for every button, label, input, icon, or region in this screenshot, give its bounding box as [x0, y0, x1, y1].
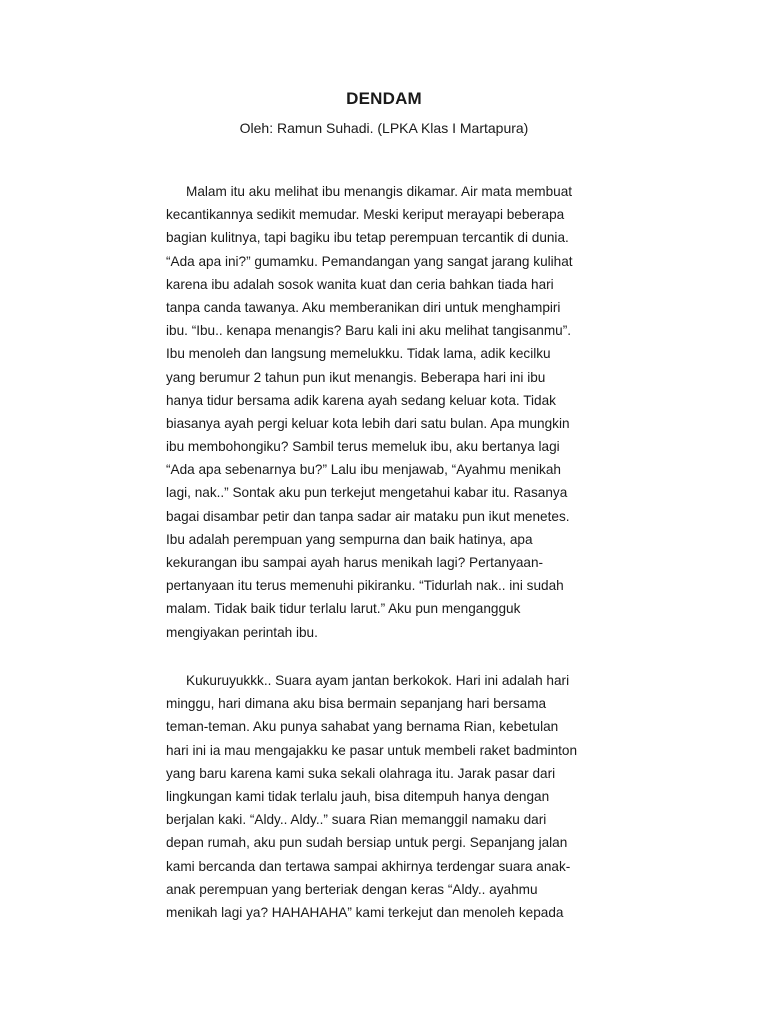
- paragraph-line: malam. Tidak baik tidur terlalu larut.” Aku pun mengangguk: [166, 601, 521, 617]
- paragraph-line: “Ada apa sebenarnya bu?” Lalu ibu menjawab, “Ayahmu menikah: [166, 462, 561, 478]
- paragraph-line: kekurangan ibu sampai ayah harus menikah lagi? Pertanyaan-: [166, 555, 544, 570]
- document-byline: Oleh: Ramun Suhadi. (LPKA Klas I Martapura): [239, 120, 529, 136]
- paragraph-line: kecantikannya sedikit memudar. Meski keriput merayapi beberapa: [166, 207, 565, 223]
- paragraph-line: berjalan kaki. “Aldy.. Aldy..” suara Rian memanggil namaku dari: [166, 812, 547, 828]
- paragraph-line: yang baru karena kami suka sekali olahraga itu. Jarak pasar dari: [166, 765, 556, 781]
- paragraph-line: depan rumah, aku pun sudah bersiap untuk pergi. Sepanjang jalan: [166, 835, 568, 851]
- paragraph-line: hari ini ia mau mengajakku ke pasar untuk membeli raket badminton: [166, 742, 578, 758]
- paragraph-line: ibu membohongiku? Sambil terus memeluk ibu, aku bertanya lagi: [166, 439, 560, 455]
- paragraph-line: mengiyakan perintah ibu.: [166, 624, 318, 640]
- paragraph-line: ibu. “Ibu.. kenapa menangis? Baru kali ini aku melihat tangisanmu”.: [166, 323, 572, 339]
- paragraph-line: teman-teman. Aku punya sahabat yang bernama Rian, kebetulan: [166, 719, 559, 735]
- paragraph-line: anak perempuan yang berteriak dengan keras “Aldy.. ayahmu: [166, 881, 538, 897]
- paragraph-line: bagai disambar petir dan tanpa sadar air mataku pun ikut menetes.: [166, 508, 570, 524]
- paragraph-line: yang berumur 2 tahun pun ikut menangis. Beberapa hari ini ibu: [166, 369, 546, 385]
- paragraph-line: lingkungan kami tidak terlalu jauh, bisa ditempuh hanya dengan: [166, 788, 550, 804]
- paragraph-line: minggu, hari dimana aku bisa bermain sepanjang hari bersama: [166, 696, 547, 712]
- paragraph-line: tanpa canda tawanya. Aku memberanikan diri untuk menghampiri: [166, 299, 561, 315]
- paragraph-line: hanya tidur bersama adik karena ayah sedang keluar kota. Tidak: [166, 392, 556, 408]
- paragraph-line: Malam itu aku melihat ibu menangis dikamar. Air mata membuat: [186, 184, 573, 199]
- paragraph-line: lagi, nak..” Sontak aku pun terkejut mengetahui kabar itu. Rasanya: [166, 485, 568, 501]
- paragraph-line: menikah lagi ya? HAHAHAHA” kami terkejut dan menoleh kepada: [166, 904, 564, 920]
- paragraph-line: Ibu adalah perempuan yang sempurna dan baik hatinya, apa: [166, 531, 533, 547]
- paragraph-line: biasanya ayah pergi keluar kota lebih dari satu bulan. Apa mungkin: [166, 415, 570, 431]
- paragraph-line: Ibu menoleh dan langsung memelukku. Tidak lama, adik kecilku: [166, 346, 551, 362]
- document-title: DENDAM: [346, 89, 422, 108]
- paragraph-1: [166, 180, 606, 644]
- paragraph-line: karena ibu adalah sosok wanita kuat dan ceria bahkan tiada hari: [166, 276, 554, 292]
- paragraph-line: bagian kulitnya, tapi bagiku ibu tetap perempuan tercantik di dunia.: [166, 230, 569, 246]
- paragraph-line: kami bercanda dan tertawa sampai akhirnya terdengar suara anak-: [166, 858, 571, 874]
- paragraph-line: pertanyaan itu terus memenuhi pikiranku. “Tidurlah nak.. ini sudah: [166, 578, 564, 594]
- paragraph-line: “Ada apa ini?” gumamku. Pemandangan yang sangat jarang kulihat: [166, 253, 573, 269]
- paragraph-2: [166, 669, 606, 924]
- paragraph-line: Kukuruyukkk.. Suara ayam jantan berkokok. Hari ini adalah hari: [186, 673, 570, 688]
